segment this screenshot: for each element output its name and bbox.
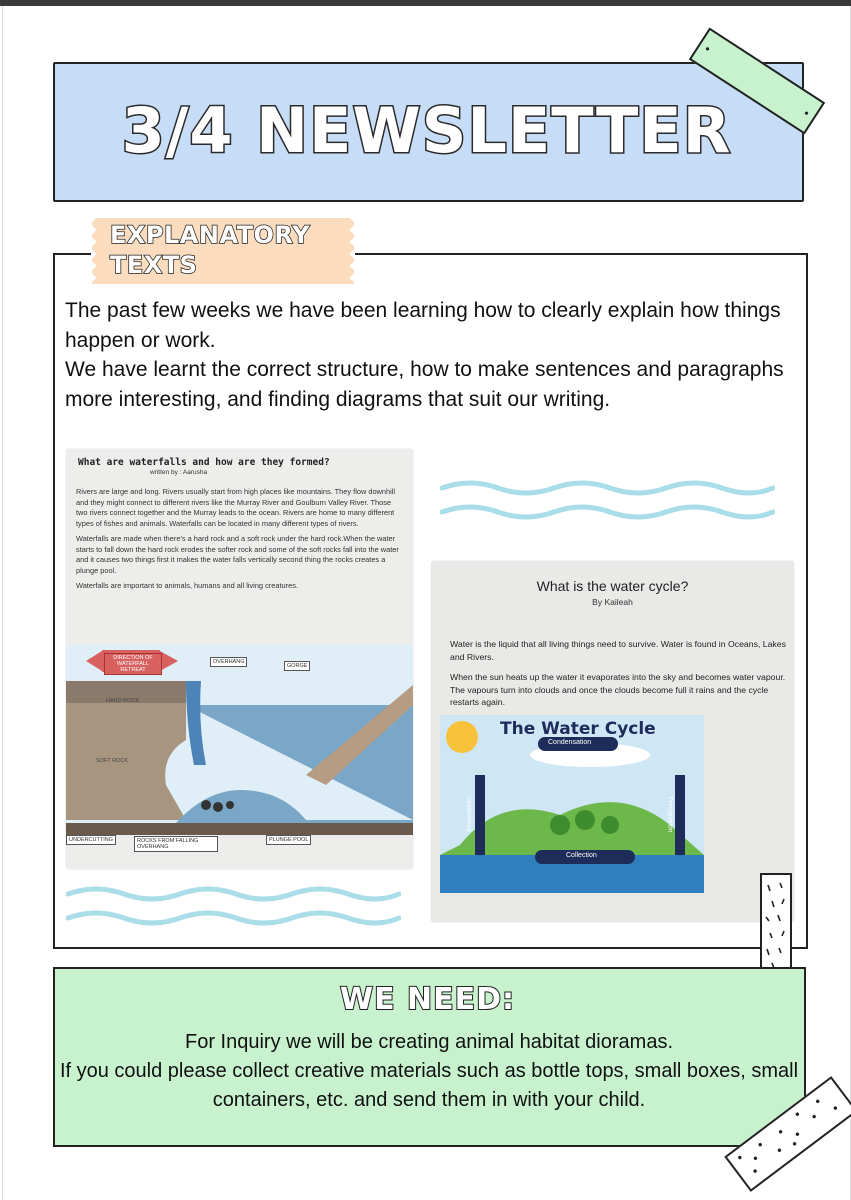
rocks-label: ROCKS FROM FALLING OVERHANG	[134, 836, 218, 852]
watercycle-body	[450, 638, 790, 717]
evaporation-label: Evaporation	[465, 797, 473, 832]
we-need-text	[56, 1028, 802, 1115]
watercycle-author: By Kaileah	[592, 597, 633, 607]
undercutting-label: UNDERCUTTING	[66, 835, 116, 845]
wave-decoration	[440, 478, 775, 524]
watercycle-paragraph: Water is the liquid that all living things need to survive. Water is found in Oceans, Lakes and Rivers.	[450, 639, 786, 662]
watercycle-title: What is the water cycle?	[536, 578, 689, 594]
gorge-label: GORGE	[284, 661, 310, 671]
intro-paragraph-2: We have learnt the correct structure, how to make sentences and paragraphs more interesting, and finding diagrams that suit our writing.	[65, 358, 784, 411]
waterfall-body	[76, 487, 404, 597]
water-cycle-title: The Water Cycle	[500, 719, 656, 739]
plunge-pool-label: PLUNGE POOL	[266, 835, 311, 845]
section-label	[110, 220, 340, 280]
waterfall-paragraph: Waterfalls are important to animals, humans and all living creatures.	[76, 581, 298, 590]
overhang-label: OVERHANG	[210, 657, 247, 667]
waterfall-paragraph: Waterfalls are made when there's a hard rock and a soft rock under the hard rock.When the water starts to fall down the hard rock erodes the softer rock and some of the soft rocks fall into the water and it causes two things first it makes the water falls vertically second thing the rocks creates a plunge pool.	[76, 534, 399, 575]
newsletter-title: 3/4 NEWSLETTER	[121, 93, 732, 167]
waterfall-illustration	[66, 645, 413, 847]
watercycle-photo	[431, 561, 794, 922]
section-label-line1: EXPLANATORY	[110, 221, 310, 249]
collection-label: Collection	[566, 852, 597, 859]
precipitation-label: Precipitation	[666, 796, 674, 833]
direction-label: DIRECTION OF WATERFALL RETREAT	[104, 653, 162, 675]
we-need-line-1: For Inquiry we will be creating animal habitat dioramas.	[185, 1031, 673, 1053]
we-need-line-2: If you could please collect creative materials such as bottle tops, small boxes, small containers, etc. and send them in with your child.	[59, 1060, 799, 1111]
waterfall-paragraph: Rivers are large and long. Rivers usually start from high places like mountains. They flow downhill and they might connect to different rivers like the Murray River and Goulburn Valley River. Those two rivers connect together and the Murray leads to the ocean. Rivers are home to many different types of fishes and animals. Waterfalls can be located in many different types of rivers.	[76, 487, 396, 528]
section-label-line2: TEXTS	[110, 251, 198, 279]
soft-rock-label: SOFT ROCK	[96, 758, 128, 764]
hard-rock-label: HARD ROCK	[106, 698, 140, 704]
wave-decoration	[66, 884, 401, 930]
intro-text	[65, 296, 785, 414]
we-need-title: WE NEED:	[339, 982, 516, 1017]
waterfall-diagram	[66, 645, 413, 850]
water-cycle-diagram	[440, 715, 704, 893]
waterfall-photo	[66, 449, 413, 869]
watercycle-paragraph: When the sun heats up the water it evaporates into the sky and becomes water vapour. The vapours turn into clouds and once the clouds become full it rains and the cycle restarts again.	[450, 672, 786, 707]
waterfall-author: written by : Aarusha	[150, 469, 208, 476]
condensation-label: Condensation	[548, 739, 592, 746]
intro-paragraph-1: The past few weeks we have been learning how to clearly explain how things happen or work.	[65, 299, 781, 352]
waterfall-title: What are waterfalls and how are they formed?	[78, 457, 330, 468]
